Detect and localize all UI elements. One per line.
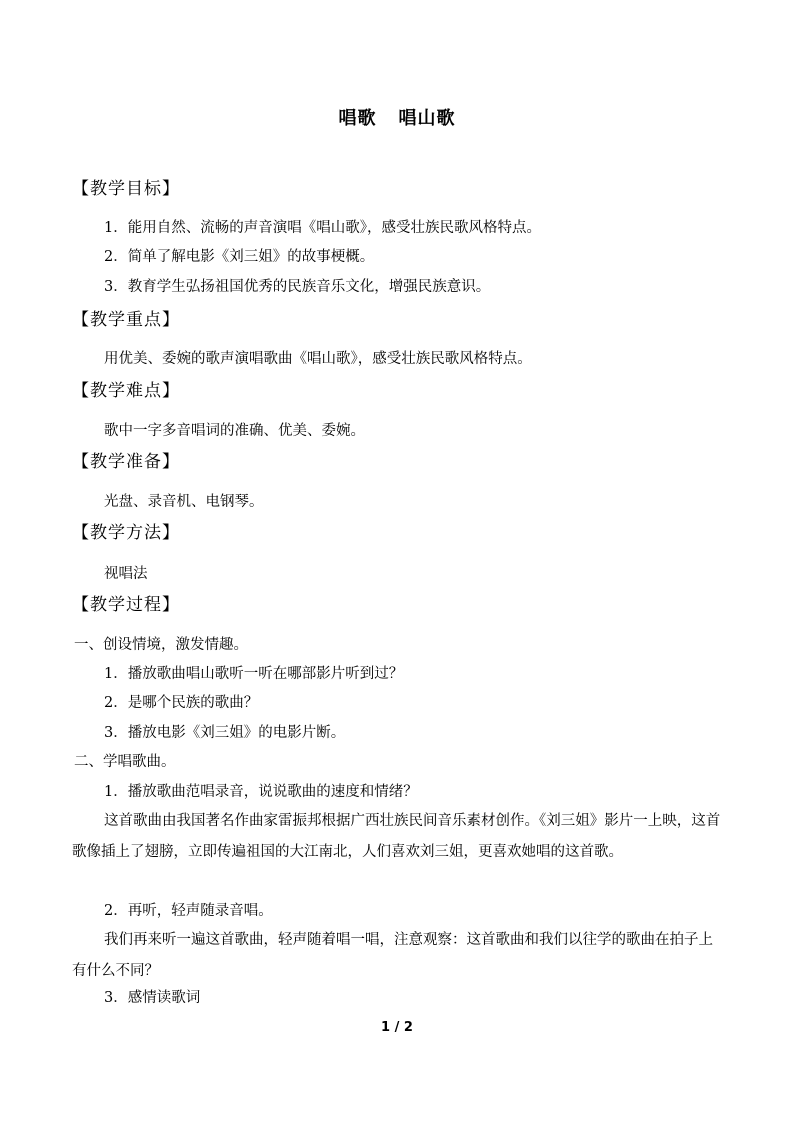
process-part1-item-3: 3．播放电影《刘三姐》的电影片断。 [104,725,346,741]
process-heading: 【教学过程】 [72,595,180,615]
title-part2: 唱山歌 [398,108,456,129]
process-part2-paragraph-2 [72,925,722,987]
process-part1-item-1: 1．播放歌曲唱山歌听一听在哪部影片听到过？ [104,666,404,682]
process-part2-paragraph-1 [72,806,722,868]
process-part2-step-1: 1．播放歌曲范唱录音，说说歌曲的速度和情绪？ [104,784,418,800]
method-text: 视唱法 [104,566,148,582]
page-number: 1 / 2 [381,1020,413,1035]
page-title [0,104,794,130]
goal-item-2: 2．简单了解电影《刘三姐》的故事梗概。 [104,249,375,265]
process-part1-item-2: 2．是哪个民族的歌曲？ [104,695,259,711]
process-part2-title: 二、学唱歌曲。 [74,754,176,770]
paragraph-1-text: 这首歌曲由我国著名作曲家雷振邦根据广西壮族民间音乐素材创作。《刘三姐》影片一上映，这首歌像插上了翅膀，立即传遍祖国的大江南北，人们喜欢刘三姐，更喜欢她唱的这首歌。 [72,813,721,860]
difficulties-text: 歌中一字多音唱词的准确、优美、委婉。 [104,423,365,439]
title-part1: 唱歌 [338,108,377,129]
preparation-heading: 【教学准备】 [72,452,180,472]
process-part2-step-3: 3．感情读歌词 [104,990,201,1006]
goal-item-1: 1．能用自然、流畅的声音演唱《唱山歌》，感受壮族民歌风格特点。 [104,220,541,236]
key-points-text: 用优美、委婉的歌声演唱歌曲《唱山歌》，感受壮族民歌风格特点。 [104,351,532,367]
goal-item-3: 3．教育学生弘扬祖国优秀的民族音乐文化，增强民族意识。 [104,279,491,295]
key-points-heading: 【教学重点】 [72,310,180,330]
process-part2-step-2: 2．再听，轻声随录音唱。 [104,903,273,919]
difficulties-heading: 【教学难点】 [72,381,180,401]
paragraph-2-text: 我们再来听一遍这首歌曲，轻声随着唱一唱，注意观察：这首歌曲和我们以往学的歌曲在拍子上有什么不同？ [72,932,713,979]
process-part1-title: 一、创设情境，激发情趣。 [74,637,248,653]
goals-heading: 【教学目标】 [72,179,180,199]
method-heading: 【教学方法】 [72,523,180,543]
preparation-text: 光盘、录音机、电钢琴。 [104,494,264,510]
